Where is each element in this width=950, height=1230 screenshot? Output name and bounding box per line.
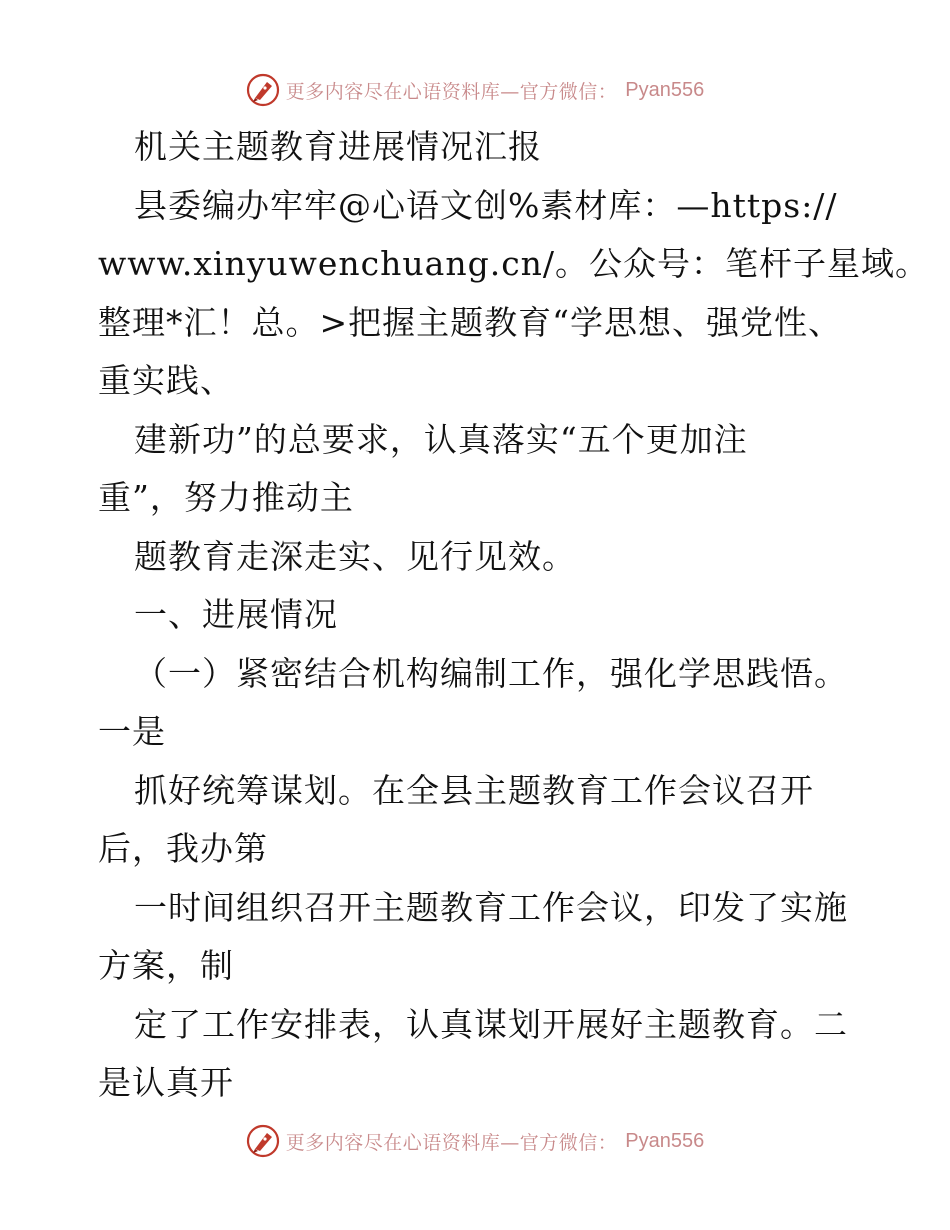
paragraph-line: 整理*汇！总。>把握主题教育“学思想、强党性、	[98, 302, 843, 342]
paragraph-line: 一是	[98, 712, 166, 751]
paragraph-line: 题教育走深走实、见行见效。	[134, 536, 576, 576]
header-banner-text: 更多内容尽在心语资料库—官方微信：	[285, 80, 618, 103]
paragraph-line: 重”，努力推动主	[98, 478, 354, 517]
footer-banner	[0, 1121, 950, 1161]
document-body	[96, 118, 930, 1113]
paragraph-line: 重实践、	[98, 361, 234, 400]
paragraph-line: 县委编办牢牢@心语文创%素材库：—https://	[134, 185, 838, 225]
paragraph-line: 抓好统筹谋划。在全县主题教育工作会议召开	[134, 770, 814, 810]
header-banner-account: Pyan556	[625, 78, 705, 101]
footer-banner-content	[246, 1124, 704, 1158]
header-banner	[0, 70, 950, 110]
footer-banner-text: 更多内容尽在心语资料库—官方微信：	[285, 1131, 618, 1154]
paragraph-line: 后，我办第	[98, 829, 268, 868]
paragraph-line: 是认真开	[98, 1063, 234, 1102]
paragraph-line: 建新功”的总要求，认真落实“五个更加注	[134, 419, 748, 459]
fountain-pen-logo-icon	[246, 73, 280, 107]
paragraph-line: 方案，制	[98, 946, 234, 985]
paragraph-line: 一时间组织召开主题教育工作会议，印发了实施	[134, 887, 848, 927]
paragraph-line: 定了工作安排表，认真谋划开展好主题教育。二	[134, 1004, 848, 1044]
document-title: 机关主题教育进展情况汇报	[134, 127, 542, 166]
section-heading: 一、进展情况	[134, 595, 338, 634]
header-banner-content	[246, 73, 704, 107]
footer-banner-account: Pyan556	[625, 1129, 705, 1152]
fountain-pen-logo-icon	[246, 1124, 280, 1158]
subsection-heading: （一）紧密结合机构编制工作，强化学思践悟。	[134, 653, 848, 693]
paragraph-line: www.xinyuwenchuang.cn/。公众号：笔杆子星域。	[98, 244, 930, 283]
